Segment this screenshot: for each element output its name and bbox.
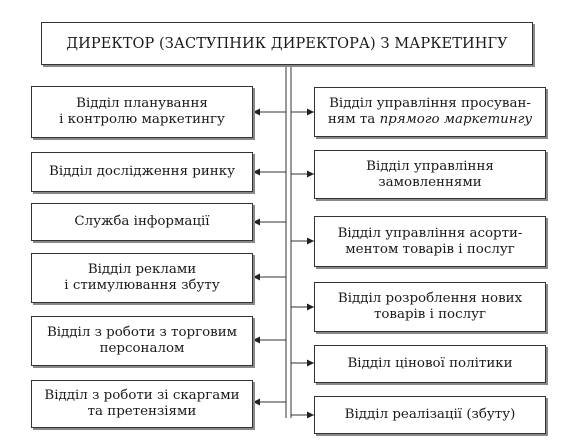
dept-pricing-policy bbox=[314, 345, 546, 383]
director-box bbox=[41, 22, 533, 65]
dept-label: і контролю маркетингу bbox=[59, 112, 225, 127]
dept-label: Відділ розроблення нових bbox=[337, 291, 523, 306]
dept-label: Відділ дослідження ринку bbox=[49, 164, 235, 179]
dept-label: Відділ управління асорти- bbox=[337, 225, 523, 241]
director-title: ДИРЕКТОР (ЗАСТУПНИК ДИРЕКТОРА) З МАРКЕТИНГУ bbox=[66, 35, 508, 52]
dept-label: і стимулювання збуту bbox=[64, 278, 220, 293]
dept-complaints bbox=[31, 380, 253, 428]
dept-label: та претензіями bbox=[87, 404, 197, 419]
dept-label: товарів і послуг bbox=[373, 307, 487, 322]
dept-label: Відділ управління bbox=[366, 158, 494, 174]
dept-label: Відділ з роботи зі скаргами bbox=[44, 388, 240, 403]
dept-promotion-direct-marketing bbox=[314, 87, 546, 137]
dept-label: персоналом bbox=[99, 341, 185, 356]
dept-market-research bbox=[31, 152, 253, 192]
dept-label: Відділ з роботи з торговим bbox=[46, 325, 238, 340]
dept-information-service bbox=[31, 203, 253, 241]
dept-label: Відділ реалізації (збуту) bbox=[344, 407, 516, 422]
dept-label: Служба інформації bbox=[74, 214, 210, 229]
dept-label: Відділ цінової політики bbox=[347, 356, 513, 371]
dept-advertising bbox=[31, 253, 253, 303]
dept-new-products bbox=[314, 282, 546, 332]
dept-label-part: ням та bbox=[327, 112, 380, 127]
dept-label: Відділ планування bbox=[76, 96, 208, 111]
dept-planning-control bbox=[31, 86, 253, 138]
dept-label-italic: прямого маркетингу bbox=[379, 112, 533, 127]
dept-label: замовленнями bbox=[378, 174, 482, 190]
dept-label: ментом товарів і послуг bbox=[345, 241, 515, 257]
dept-label: Відділ управління просуван- bbox=[329, 96, 531, 111]
dept-label: Відділ реклами bbox=[87, 262, 197, 277]
dept-sales bbox=[314, 396, 546, 434]
dept-orders bbox=[314, 150, 546, 199]
dept-label bbox=[328, 112, 532, 128]
dept-sales-staff bbox=[31, 316, 253, 366]
dept-assortment bbox=[314, 216, 546, 267]
